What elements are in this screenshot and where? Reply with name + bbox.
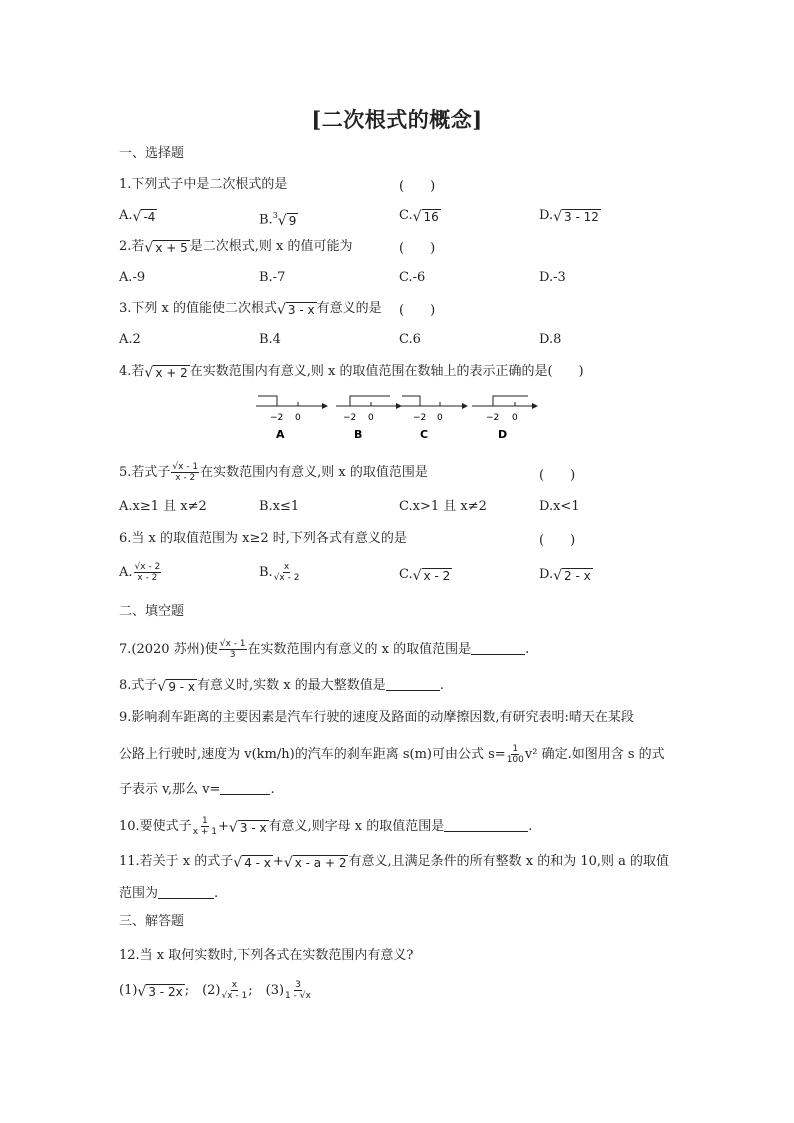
option-1a: A. √ -4 — [119, 208, 156, 225]
stem-text: 10.要使式子 — [119, 819, 192, 834]
option-label: D. — [539, 567, 554, 582]
option-label: D — [498, 428, 508, 441]
stem-text: 范围为 — [119, 886, 159, 901]
fraction-numerator: 3 — [295, 980, 301, 990]
option-label: B. — [259, 212, 273, 228]
page-title: [二次根式的概念] — [311, 107, 483, 132]
radicand: 2 - x — [564, 569, 591, 583]
tick-label: −2 — [343, 413, 357, 423]
tick-label: 0 — [437, 413, 443, 423]
answer-parentheses-2: ( ) — [399, 241, 436, 256]
question-12-stem: 12.当 x 取何实数时,下列各式在实数范围内有意义? — [119, 948, 414, 963]
stem-text: 5.若式子 — [119, 465, 171, 480]
stem-text: 7.(2020 苏州)使 — [119, 642, 218, 657]
option-label: A — [276, 428, 285, 441]
stem-text: 有意义,则字母 x 的取值范围是 — [268, 819, 445, 834]
stem-text: 在实数范围内有意义的 x 的取值范围是 — [247, 642, 472, 657]
stem-text: 有意义,且满足条件的所有整数 x 的和为 10,则 a 的取值 — [348, 854, 670, 869]
option-label: A. — [119, 208, 133, 223]
answer-blank[interactable] — [444, 817, 528, 832]
number-line-c — [400, 396, 468, 441]
tick-label: −2 — [270, 413, 284, 423]
option-2d: D.-3 — [539, 270, 566, 285]
fraction-denominator: √x - 2 — [273, 573, 300, 583]
tick-label: −2 — [486, 413, 500, 423]
radicand: x - 2 — [423, 569, 451, 583]
option-1d: D. √ 3 - 12 — [539, 208, 599, 225]
fraction-numerator: √x - 1 — [219, 639, 246, 649]
fraction-numerator: 1 — [201, 816, 208, 826]
number-line-options — [250, 390, 550, 445]
question-2-stem: 2.若 √ x + 5 是二次根式,则 x 的值可能为 — [119, 239, 353, 256]
plus-sign: + — [218, 819, 229, 834]
option-5d: D.x<1 — [539, 499, 580, 514]
stem-text: 公路上行驶时,速度为 v(km/h)的汽车的刹车距离 s(m)可由公式 s= — [119, 747, 506, 762]
radicand: x + 5 — [155, 241, 188, 255]
end-mark: . — [525, 642, 530, 657]
question-9-line-3 — [119, 780, 275, 800]
fraction-denominator: 100 — [506, 755, 524, 765]
stem-text: 在实数范围内有意义,则 x 的取值范围是 — [200, 465, 428, 480]
radicand: 3 - 12 — [564, 210, 599, 224]
option-5b: B.x≤1 — [259, 499, 300, 514]
tick-label: 0 — [368, 413, 374, 423]
option-1c: C. √ 16 — [399, 208, 439, 225]
tick-label: −2 — [413, 413, 427, 423]
option-6b — [259, 562, 300, 583]
stem-text: 子表示 v,那么 v= — [119, 782, 221, 797]
option-3a: A.2 — [119, 332, 141, 347]
answer-blank[interactable] — [471, 640, 525, 655]
question-9-line-1: 9.影响刹车距离的主要因素是汽车行驶的速度及路面的动摩擦因数,有研究表明:晴天在某段 — [119, 710, 634, 725]
question-4-stem: 4.若 √ x + 2 在实数范围内有意义,则 x 的取值范围在数轴上的表示正确的是( ) — [119, 364, 584, 381]
number-line-b — [336, 396, 402, 441]
radicand: 3 - 2x — [148, 985, 183, 999]
option-6d: D. √ 2 - x — [539, 567, 591, 584]
stem-text: 8.式子 — [119, 678, 158, 693]
number-line-d — [472, 396, 538, 441]
question-7 — [119, 639, 529, 660]
answer-parentheses-6: ( ) — [539, 533, 576, 548]
fraction-denominator: √x - 1 — [221, 991, 248, 1001]
end-mark: . — [214, 886, 219, 901]
option-label: B — [354, 428, 363, 441]
stem-text: 2.若 — [119, 239, 145, 254]
question-11-line-1: 11.若关于 x 的式子 √ 4 - x + √ x - a + 2 有意义,且满足条件的所有整数 x 的和为 10,则 a 的取值 — [119, 854, 670, 871]
number-line-a — [256, 396, 328, 441]
option-6c: C. √ x - 2 — [399, 567, 451, 584]
option-1b: B.$^3$ √ 9 — [259, 211, 297, 230]
option-2c: C.-6 — [399, 270, 426, 285]
question-12-parts: (1) √ 3 - 2x ; (2) $\frac{x}{√x - 1}$ ; (3) $\frac{3}{1 - √x}$ — [119, 980, 311, 1001]
fraction-denominator: x - 2 — [175, 473, 196, 483]
question-3-stem: 3.下列 x 的值能使二次根式 √ 3 - x 有意义的是 — [119, 301, 382, 318]
fraction-denominator: 3 — [229, 650, 236, 660]
tick-label: 0 — [512, 413, 518, 423]
stem-text: v² 确定.如图用含 s 的式 — [524, 747, 665, 762]
option-label: B. — [259, 565, 273, 580]
option-2a: A.-9 — [119, 270, 146, 285]
radicand: 9 — [288, 214, 297, 229]
radicand: x + 2 — [155, 366, 188, 380]
radicand: x - a + 2 — [294, 856, 347, 870]
stem-text: 在实数范围内有意义,则 x 的取值范围在数轴上的表示正确的是( ) — [189, 364, 584, 379]
plus-sign: + — [272, 854, 284, 869]
option-5c: C.x>1 且 x≠2 — [399, 499, 487, 514]
radicand: 16 — [423, 210, 439, 224]
fraction-denominator: x - 2 — [137, 573, 158, 583]
tick-label: 0 — [295, 413, 301, 423]
radicand: -4 — [143, 210, 156, 224]
question-8: 8.式子 √ 9 - x 有意义时,实数 x 的最大整数值是 . — [119, 678, 444, 695]
answer-parentheses-1: ( ) — [399, 179, 436, 194]
question-5-stem — [119, 462, 428, 483]
option-5a: A.x≥1 且 x≠2 — [119, 499, 207, 514]
radicand: 3 - x — [239, 821, 267, 835]
part-label: (1) — [119, 983, 138, 998]
radicand: 3 - x — [287, 303, 315, 317]
part-separator: ; (2) — [184, 983, 221, 998]
fraction-numerator: x — [283, 562, 290, 572]
stem-text: 有意义时,实数 x 的最大整数值是 — [197, 678, 386, 693]
question-6-stem: 6.当 x 的取值范围为 x≥2 时,下列各式有意义的是 — [119, 531, 407, 546]
stem-text: 3.下列 x 的值能使二次根式 — [119, 301, 277, 316]
radicand: 4 - x — [244, 856, 271, 870]
option-3d: D.8 — [539, 332, 562, 347]
option-3c: C.6 — [399, 332, 421, 347]
fraction-denominator: 1 - √x — [285, 991, 311, 1001]
question-11-line-2 — [119, 884, 218, 904]
answer-blank[interactable] — [158, 884, 214, 899]
stem-text: 4.若 — [119, 364, 145, 379]
root-index: 3 — [272, 211, 278, 220]
question-9-line-2 — [119, 744, 665, 765]
option-3b: B.4 — [259, 332, 281, 347]
fraction-numerator: √x - 2 — [134, 562, 161, 572]
option-2b: B.-7 — [259, 270, 286, 285]
end-mark: . — [270, 782, 275, 797]
option-label: D. — [539, 208, 554, 223]
section-fill-heading: 二、填空题 — [119, 604, 185, 619]
radicand: 9 - x — [168, 680, 196, 694]
question-1-stem: 1.下列式子中是二次根式的是 — [119, 177, 288, 192]
option-6a — [119, 562, 162, 583]
answer-blank[interactable] — [220, 780, 270, 795]
section-answer-heading: 三、解答题 — [119, 914, 185, 929]
option-label: C. — [399, 208, 413, 223]
question-10: 10.要使式子 $\frac{1}{x + 1}$ + √ 3 - x 有意义,则字母 x 的取值范围是 . — [119, 816, 533, 837]
end-mark: . — [528, 819, 533, 834]
stem-text: 有意义的是 — [316, 301, 382, 316]
stem-text: 11.若关于 x 的式子 — [119, 854, 234, 869]
fraction-denominator: x + 1 — [192, 827, 218, 837]
part-separator: ; (3) — [248, 983, 285, 998]
fraction-numerator: 1 — [512, 744, 519, 754]
answer-blank[interactable] — [386, 676, 440, 691]
answer-parentheses-3: ( ) — [399, 303, 436, 318]
option-label: C. — [399, 567, 413, 582]
answer-parentheses-5: ( ) — [539, 468, 576, 483]
fraction-numerator: √x - 1 — [172, 462, 199, 472]
option-label: C — [420, 428, 429, 441]
fraction-numerator: x — [231, 980, 238, 990]
option-label: A. — [119, 565, 133, 580]
stem-text: 是二次根式,则 x 的值可能为 — [189, 239, 353, 254]
section-choice-heading: 一、选择题 — [119, 146, 185, 161]
end-mark: . — [439, 678, 444, 693]
